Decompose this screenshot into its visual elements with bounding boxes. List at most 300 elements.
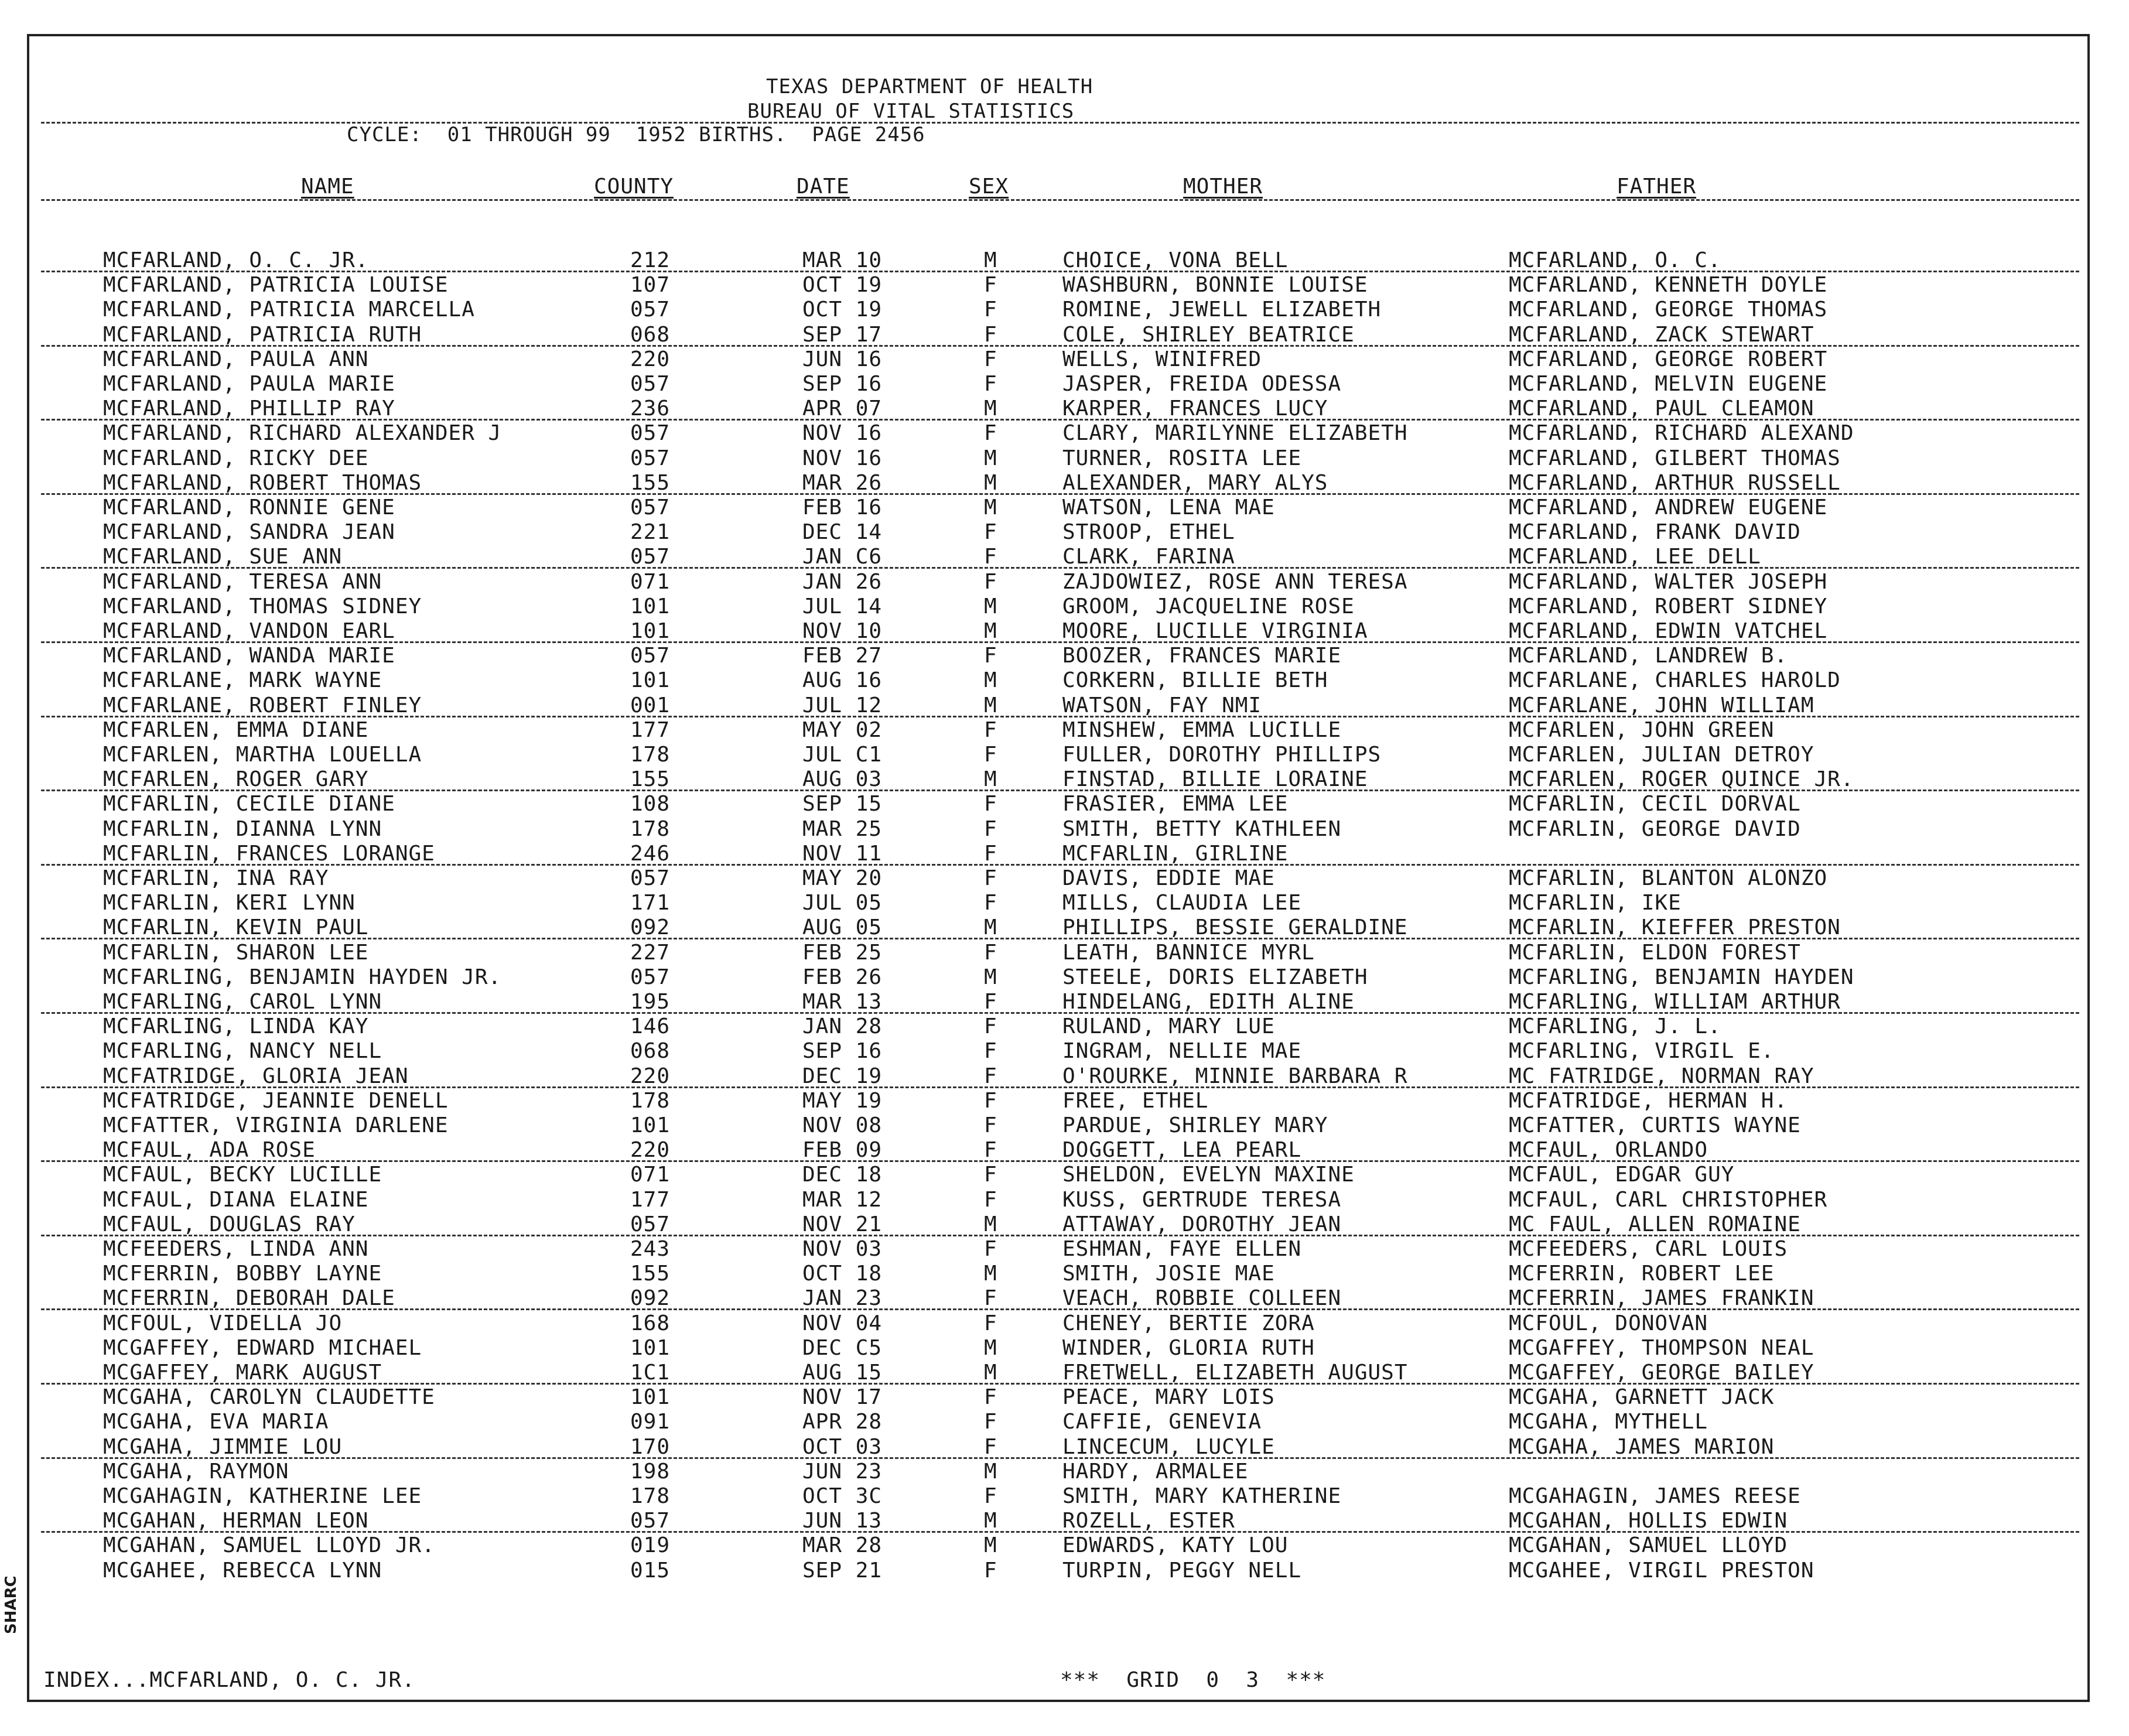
cell-name: MCFOUL, VIDELLA JO xyxy=(103,1311,343,1335)
cell-father: MCFARLAND, PAUL CLEAMON xyxy=(1509,397,1814,421)
cell-father: MCFARLING, BENJAMIN HAYDEN xyxy=(1509,965,1854,989)
cell-sex: F xyxy=(984,990,997,1014)
cell-name: MCFARLAND, PATRICIA LOUISE xyxy=(103,273,449,298)
table-row xyxy=(0,397,2129,421)
table-row xyxy=(0,1212,2129,1237)
cell-sex: F xyxy=(984,940,997,965)
cell-name: MCFARLAND, PAULA MARIE xyxy=(103,372,395,396)
footer-grid: *** GRID 0 3 *** xyxy=(1060,1668,1326,1692)
table-row xyxy=(0,1311,2129,1336)
column-header-name: NAME xyxy=(301,175,354,199)
cell-name: MCFATTER, VIRGINIA DARLENE xyxy=(103,1113,449,1137)
cell-sex: F xyxy=(984,569,997,594)
cell-sex: F xyxy=(984,743,997,767)
cell-sex: F xyxy=(984,421,997,446)
table-row xyxy=(0,471,2129,495)
table-row xyxy=(0,644,2129,668)
cell-mother: CLARY, MARILYNNE ELIZABETH xyxy=(1062,421,1408,446)
cell-sex: F xyxy=(984,1237,997,1261)
cell-mother: O'ROURKE, MINNIE BARBARA R xyxy=(1062,1064,1408,1088)
cell-county: 168 xyxy=(630,1311,671,1335)
table-row xyxy=(0,817,2129,842)
cell-county: 101 xyxy=(630,594,671,618)
cell-father: MCGAFFEY, GEORGE BAILEY xyxy=(1509,1361,1814,1385)
cell-county: 171 xyxy=(630,891,671,915)
cell-name: MCFARLAND, PAULA ANN xyxy=(103,347,369,371)
table-row xyxy=(0,1113,2129,1138)
table-row xyxy=(0,347,2129,372)
table-row xyxy=(0,520,2129,545)
cell-date: DEC 14 xyxy=(802,520,883,545)
cell-father: MCFERRIN, ROBERT LEE xyxy=(1509,1262,1775,1286)
cell-name: MCFARLAND, TERESA ANN xyxy=(103,569,382,594)
cell-date: SEP 16 xyxy=(802,372,883,396)
cell-name: MCFARLAND, VANDON EARL xyxy=(103,619,395,643)
cell-county: 155 xyxy=(630,1262,671,1286)
cell-county: 057 xyxy=(630,1509,671,1533)
table-row xyxy=(0,421,2129,446)
cell-sex: M xyxy=(984,767,997,792)
cell-county: 227 xyxy=(630,940,671,965)
cell-sex: F xyxy=(984,1286,997,1311)
table-row xyxy=(0,941,2129,965)
cell-mother: ESHMAN, FAYE ELLEN xyxy=(1062,1237,1302,1261)
cell-name: MCFARLIN, KEVIN PAUL xyxy=(103,915,369,940)
cell-father: MCGAHEE, VIRGIL PRESTON xyxy=(1509,1558,1814,1583)
table-row xyxy=(0,792,2129,816)
cell-date: NOV 10 xyxy=(802,619,883,643)
cell-date: JAN 26 xyxy=(802,569,883,594)
cell-mother: MOORE, LUCILLE VIRGINIA xyxy=(1062,619,1368,643)
cell-mother: SHELDON, EVELYN MAXINE xyxy=(1062,1163,1355,1187)
cell-sex: M xyxy=(984,668,997,693)
table-row xyxy=(0,1410,2129,1434)
cell-father: MCFARLIN, CECIL DORVAL xyxy=(1509,792,1801,816)
cell-date: AUG 05 xyxy=(802,915,883,940)
cell-date: JUN 13 xyxy=(802,1509,883,1533)
cell-county: 146 xyxy=(630,1014,671,1039)
column-header-sex: SEX xyxy=(969,175,1009,199)
cell-date: JUN 23 xyxy=(802,1459,883,1484)
cell-name: MCFERRIN, BOBBY LAYNE xyxy=(103,1262,382,1286)
cell-name: MCFARLAND, PATRICIA MARCELLA xyxy=(103,298,475,322)
cell-mother: CLARK, FARINA xyxy=(1062,545,1235,569)
table-row xyxy=(0,990,2129,1014)
cell-father: MCFARLIN, KIEFFER PRESTON xyxy=(1509,915,1841,940)
cell-name: MCFAUL, ADA ROSE xyxy=(103,1138,316,1163)
cell-name: MCFARLAND, RONNIE GENE xyxy=(103,495,395,520)
table-row xyxy=(0,1138,2129,1163)
table-row xyxy=(0,298,2129,322)
cell-sex: F xyxy=(984,1113,997,1137)
cell-date: DEC 18 xyxy=(802,1163,883,1187)
cell-father: MCFARLAND, FRANK DAVID xyxy=(1509,520,1801,545)
cell-date: APR 07 xyxy=(802,397,883,421)
row-group-rule xyxy=(41,938,2079,939)
cell-county: 1C1 xyxy=(630,1361,671,1385)
cell-sex: M xyxy=(984,1262,997,1286)
cell-father: MCFARLAND, O. C. xyxy=(1509,248,1721,272)
cell-sex: F xyxy=(984,644,997,668)
cell-county: 057 xyxy=(630,495,671,520)
cell-name: MCFARLEN, ROGER GARY xyxy=(103,767,369,792)
cell-county: 220 xyxy=(630,1138,671,1163)
cell-county: 092 xyxy=(630,915,671,940)
row-group-rule xyxy=(41,864,2079,866)
cell-mother: VEACH, ROBBIE COLLEEN xyxy=(1062,1286,1342,1311)
cell-father: MCFARLAND, EDWIN VATCHEL xyxy=(1509,619,1828,643)
cell-date: JUL 14 xyxy=(802,594,883,618)
cell-county: 108 xyxy=(630,792,671,816)
row-group-rule xyxy=(41,1012,2079,1014)
cell-mother: KARPER, FRANCES LUCY xyxy=(1062,397,1328,421)
cell-sex: M xyxy=(984,915,997,940)
cell-father: MCFARLAND, KENNETH DOYLE xyxy=(1509,273,1828,298)
table-row xyxy=(0,842,2129,866)
cell-name: MCFARLIN, DIANNA LYNN xyxy=(103,816,382,841)
cell-father: MCFARLAND, LEE DELL xyxy=(1509,545,1761,569)
cell-date: SEP 15 xyxy=(802,792,883,816)
cell-father: MCFARLEN, JULIAN DETROY xyxy=(1509,743,1814,767)
cell-date: OCT 18 xyxy=(802,1262,883,1286)
cell-date: JAN 23 xyxy=(802,1286,883,1311)
cell-name: MCFARLAND, PHILLIP RAY xyxy=(103,397,395,421)
cell-name: MCGAFFEY, EDWARD MICHAEL xyxy=(103,1335,422,1360)
row-group-rule xyxy=(41,567,2079,569)
cell-father: MCFARLAND, GEORGE THOMAS xyxy=(1509,298,1828,322)
cell-father: MCFARLIN, BLANTON ALONZO xyxy=(1509,866,1828,890)
column-header-county: COUNTY xyxy=(594,175,674,199)
cell-father: MCGAHA, JAMES MARION xyxy=(1509,1434,1775,1459)
row-group-rule xyxy=(41,1383,2079,1385)
table-row xyxy=(0,323,2129,347)
cell-father: MCFARLAND, MELVIN EUGENE xyxy=(1509,372,1828,396)
cell-sex: F xyxy=(984,866,997,890)
cell-name: MCFARLAND, WANDA MARIE xyxy=(103,644,395,668)
cell-father: MCFARLANE, JOHN WILLIAM xyxy=(1509,693,1814,717)
cell-sex: M xyxy=(984,1212,997,1236)
cell-name: MCFARLAND, O. C. JR. xyxy=(103,248,369,272)
cell-county: 177 xyxy=(630,717,671,742)
cell-county: 220 xyxy=(630,347,671,371)
cell-mother: FRASIER, EMMA LEE xyxy=(1062,792,1289,816)
table-row xyxy=(0,570,2129,594)
row-group-rule xyxy=(41,345,2079,347)
table-row xyxy=(0,495,2129,520)
cell-father: MCFARLAND, GEORGE ROBERT xyxy=(1509,347,1828,371)
cell-sex: F xyxy=(984,1410,997,1434)
cell-mother: ATTAWAY, DOROTHY JEAN xyxy=(1062,1212,1342,1236)
cell-mother: EDWARDS, KATY LOU xyxy=(1062,1533,1289,1558)
table-row xyxy=(0,1361,2129,1385)
table-row xyxy=(0,915,2129,940)
cell-name: MCFARLAND, RICHARD ALEXANDER J xyxy=(103,421,502,446)
cell-sex: F xyxy=(984,545,997,569)
cell-date: OCT 19 xyxy=(802,273,883,298)
cell-sex: M xyxy=(984,446,997,470)
cell-name: MCFATRIDGE, GLORIA JEAN xyxy=(103,1064,409,1088)
cell-sex: F xyxy=(984,1434,997,1459)
cell-mother: PHILLIPS, BESSIE GERALDINE xyxy=(1062,915,1408,940)
cell-name: MCFAUL, DOUGLAS RAY xyxy=(103,1212,356,1236)
cell-mother: HINDELANG, EDITH ALINE xyxy=(1062,990,1355,1014)
cell-name: MCFARLING, CAROL LYNN xyxy=(103,990,382,1014)
cell-date: OCT 03 xyxy=(802,1434,883,1459)
cell-date: DEC C5 xyxy=(802,1335,883,1360)
cell-date: JUL 05 xyxy=(802,891,883,915)
row-group-rule xyxy=(41,1457,2079,1459)
cell-father: MCFARLING, VIRGIL E. xyxy=(1509,1039,1775,1064)
cell-mother: WELLS, WINIFRED xyxy=(1062,347,1262,371)
cell-father: MC FATRIDGE, NORMAN RAY xyxy=(1509,1064,1814,1088)
cell-date: MAR 26 xyxy=(802,470,883,495)
cell-father: MCGAHA, MYTHELL xyxy=(1509,1410,1708,1434)
table-row xyxy=(0,668,2129,693)
table-row xyxy=(0,1509,2129,1533)
cell-county: 155 xyxy=(630,767,671,792)
cell-date: NOV 11 xyxy=(802,841,883,866)
cell-name: MCGAHEE, REBECCA LYNN xyxy=(103,1558,382,1583)
cell-county: 068 xyxy=(630,322,671,347)
cell-county: 178 xyxy=(630,816,671,841)
table-row xyxy=(0,693,2129,718)
cell-county: 170 xyxy=(630,1434,671,1459)
cell-sex: F xyxy=(984,816,997,841)
cell-name: MCFARLIN, FRANCES LORANGE xyxy=(103,841,435,866)
cell-father: MCFARLEN, JOHN GREEN xyxy=(1509,717,1775,742)
cell-name: MCFARLIN, SHARON LEE xyxy=(103,940,369,965)
cell-sex: F xyxy=(984,322,997,347)
cell-name: MCFARLIN, CECILE DIANE xyxy=(103,792,395,816)
cell-mother: DOGGETT, LEA PEARL xyxy=(1062,1138,1302,1163)
cell-name: MCGAHA, JIMMIE LOU xyxy=(103,1434,343,1459)
cell-sex: F xyxy=(984,347,997,371)
cell-date: NOV 17 xyxy=(802,1385,883,1410)
table-row xyxy=(0,1435,2129,1460)
cell-name: MCGAHAN, HERMAN LEON xyxy=(103,1509,369,1533)
cell-mother: SMITH, JOSIE MAE xyxy=(1062,1262,1275,1286)
table-row xyxy=(0,1014,2129,1039)
table-row xyxy=(0,248,2129,273)
cell-sex: M xyxy=(984,397,997,421)
cell-mother: MILLS, CLAUDIA LEE xyxy=(1062,891,1302,915)
table-row xyxy=(0,767,2129,792)
cell-father: MCGAHAN, SAMUEL LLOYD xyxy=(1509,1533,1788,1558)
cell-date: AUG 15 xyxy=(802,1361,883,1385)
row-group-rule xyxy=(41,1531,2079,1533)
cell-county: 101 xyxy=(630,1385,671,1410)
cell-county: 198 xyxy=(630,1459,671,1484)
cell-sex: M xyxy=(984,965,997,989)
cell-county: 057 xyxy=(630,1212,671,1236)
cell-sex: M xyxy=(984,248,997,272)
cell-county: 212 xyxy=(630,248,671,272)
table-row xyxy=(0,1385,2129,1410)
cell-father: MCFARLAND, WALTER JOSEPH xyxy=(1509,569,1828,594)
row-group-rule xyxy=(41,790,2079,791)
header-cycle: CYCLE: 01 THROUGH 99 1952 BIRTHS. PAGE 2456 xyxy=(347,123,925,146)
cell-mother: PARDUE, SHIRLEY MARY xyxy=(1062,1113,1328,1137)
table-row xyxy=(0,1064,2129,1089)
cell-county: 057 xyxy=(630,866,671,890)
cell-county: 101 xyxy=(630,1113,671,1137)
cell-father: MCGAHAGIN, JAMES REESE xyxy=(1509,1484,1801,1508)
cell-date: MAY 19 xyxy=(802,1088,883,1113)
cell-sex: M xyxy=(984,1509,997,1533)
table-row xyxy=(0,1559,2129,1583)
cell-father: MCFARLAND, ZACK STEWART xyxy=(1509,322,1814,347)
cell-sex: F xyxy=(984,1088,997,1113)
row-group-rule xyxy=(41,1235,2079,1236)
cell-name: MCFEEDERS, LINDA ANN xyxy=(103,1237,369,1261)
table-row xyxy=(0,619,2129,644)
cell-name: MCFATRIDGE, JEANNIE DENELL xyxy=(103,1088,449,1113)
cell-name: MCFARLING, LINDA KAY xyxy=(103,1014,369,1039)
cell-sex: F xyxy=(984,298,997,322)
cell-mother: ROZELL, ESTER xyxy=(1062,1509,1235,1533)
cell-mother: TURPIN, PEGGY NELL xyxy=(1062,1558,1302,1583)
cell-name: MCGAHA, CAROLYN CLAUDETTE xyxy=(103,1385,435,1410)
cell-father: MCFAUL, EDGAR GUY xyxy=(1509,1163,1735,1187)
cell-date: OCT 3C xyxy=(802,1484,883,1508)
cell-mother: LEATH, BANNICE MYRL xyxy=(1062,940,1315,965)
cell-county: 178 xyxy=(630,743,671,767)
cell-father: MCFARLING, WILLIAM ARTHUR xyxy=(1509,990,1841,1014)
cell-county: 057 xyxy=(630,446,671,470)
cell-mother: ALEXANDER, MARY ALYS xyxy=(1062,470,1328,495)
cell-name: MCFARLAND, THOMAS SIDNEY xyxy=(103,594,422,618)
table-row xyxy=(0,1237,2129,1262)
cell-name: MCFARLEN, EMMA DIANE xyxy=(103,717,369,742)
row-group-rule xyxy=(41,1160,2079,1162)
cell-county: 057 xyxy=(630,298,671,322)
cell-mother: BOOZER, FRANCES MARIE xyxy=(1062,644,1342,668)
column-header-date: DATE xyxy=(797,175,850,199)
cell-date: NOV 16 xyxy=(802,446,883,470)
cell-sex: M xyxy=(984,1459,997,1484)
cell-date: MAY 20 xyxy=(802,866,883,890)
cell-mother: WINDER, GLORIA RUTH xyxy=(1062,1335,1315,1360)
cell-county: 001 xyxy=(630,693,671,717)
cell-father: MCFAUL, CARL CHRISTOPHER xyxy=(1509,1187,1828,1212)
table-row xyxy=(0,1188,2129,1212)
cell-name: MCFARLING, BENJAMIN HAYDEN JR. xyxy=(103,965,502,989)
cell-date: JUN 16 xyxy=(802,347,883,371)
cell-father: MCGAHA, GARNETT JACK xyxy=(1509,1385,1775,1410)
cell-name: MCFARLANE, MARK WAYNE xyxy=(103,668,382,693)
cell-mother: ZAJDOWIEZ, ROSE ANN TERESA xyxy=(1062,569,1408,594)
cell-father: MCFARLIN, IKE xyxy=(1509,891,1682,915)
cell-mother: DAVIS, EDDIE MAE xyxy=(1062,866,1275,890)
cell-mother: CAFFIE, GENEVIA xyxy=(1062,1410,1262,1434)
cell-mother: SMITH, BETTY KATHLEEN xyxy=(1062,816,1342,841)
table-row xyxy=(0,891,2129,915)
table-row xyxy=(0,965,2129,990)
cell-father: MCGAFFEY, THOMPSON NEAL xyxy=(1509,1335,1814,1360)
cell-mother: STROOP, ETHEL xyxy=(1062,520,1235,545)
cell-date: FEB 16 xyxy=(802,495,883,520)
side-label: SHARC xyxy=(2,1576,20,1634)
cell-name: MCFERRIN, DEBORAH DALE xyxy=(103,1286,395,1311)
cell-mother: CHENEY, BERTIE ZORA xyxy=(1062,1311,1315,1335)
cell-mother: PEACE, MARY LOIS xyxy=(1062,1385,1275,1410)
table-row xyxy=(0,718,2129,743)
cell-sex: F xyxy=(984,1484,997,1508)
header-bureau: BUREAU OF VITAL STATISTICS xyxy=(747,100,1075,123)
cell-mother: WATSON, LENA MAE xyxy=(1062,495,1275,520)
table-row xyxy=(0,1484,2129,1509)
cell-county: 243 xyxy=(630,1237,671,1261)
cell-county: 236 xyxy=(630,397,671,421)
row-group-rule xyxy=(41,641,2079,643)
cell-date: APR 28 xyxy=(802,1410,883,1434)
cell-date: OCT 19 xyxy=(802,298,883,322)
cell-date: SEP 16 xyxy=(802,1039,883,1064)
cell-date: MAR 10 xyxy=(802,248,883,272)
cell-county: 178 xyxy=(630,1088,671,1113)
column-header-mother: MOTHER xyxy=(1183,175,1263,199)
table-row xyxy=(0,594,2129,619)
cell-sex: F xyxy=(984,891,997,915)
cell-father: MCFARLAND, RICHARD ALEXAND xyxy=(1509,421,1854,446)
cell-name: MCFARLAND, PATRICIA RUTH xyxy=(103,322,422,347)
cell-date: MAR 12 xyxy=(802,1187,883,1212)
cell-county: 071 xyxy=(630,1163,671,1187)
cell-father: MCFAUL, ORLANDO xyxy=(1509,1138,1708,1163)
cell-county: 092 xyxy=(630,1286,671,1311)
row-group-rule xyxy=(41,271,2079,272)
cell-county: 057 xyxy=(630,421,671,446)
cell-sex: M xyxy=(984,619,997,643)
cell-mother: TURNER, ROSITA LEE xyxy=(1062,446,1302,470)
cell-sex: M xyxy=(984,1361,997,1385)
column-header-rule xyxy=(41,199,2079,201)
cell-sex: M xyxy=(984,495,997,520)
cell-name: MCFARLIN, KERI LYNN xyxy=(103,891,356,915)
cell-county: 071 xyxy=(630,569,671,594)
cell-county: 057 xyxy=(630,965,671,989)
table-row xyxy=(0,1286,2129,1311)
cell-name: MCFARLANE, ROBERT FINLEY xyxy=(103,693,422,717)
table-row xyxy=(0,273,2129,298)
cell-date: FEB 27 xyxy=(802,644,883,668)
cell-mother: HARDY, ARMALEE xyxy=(1062,1459,1249,1484)
cell-mother: FINSTAD, BILLIE LORAINE xyxy=(1062,767,1368,792)
table-row xyxy=(0,446,2129,471)
table-row xyxy=(0,1163,2129,1187)
cell-name: MCFARLAND, SANDRA JEAN xyxy=(103,520,395,545)
cell-date: SEP 17 xyxy=(802,322,883,347)
cell-mother: COLE, SHIRLEY BEATRICE xyxy=(1062,322,1355,347)
cell-father: MCFARLIN, GEORGE DAVID xyxy=(1509,816,1801,841)
cell-name: MCFARLIN, INA RAY xyxy=(103,866,329,890)
header-department: TEXAS DEPARTMENT OF HEALTH xyxy=(766,75,1093,98)
cell-date: MAY 02 xyxy=(802,717,883,742)
cell-sex: F xyxy=(984,792,997,816)
cell-father: MC FAUL, ALLEN ROMAINE xyxy=(1509,1212,1801,1236)
cell-mother: LINCECUM, LUCYLE xyxy=(1062,1434,1275,1459)
cell-sex: F xyxy=(984,1163,997,1187)
cell-date: AUG 16 xyxy=(802,668,883,693)
cell-county: 155 xyxy=(630,470,671,495)
cell-sex: M xyxy=(984,1533,997,1558)
cell-father: MCFARLAND, LANDREW B. xyxy=(1509,644,1788,668)
cell-county: 221 xyxy=(630,520,671,545)
cell-name: MCGAHAGIN, KATHERINE LEE xyxy=(103,1484,422,1508)
cell-mother: STEELE, DORIS ELIZABETH xyxy=(1062,965,1368,989)
table-row xyxy=(0,372,2129,397)
table-row xyxy=(0,1533,2129,1558)
